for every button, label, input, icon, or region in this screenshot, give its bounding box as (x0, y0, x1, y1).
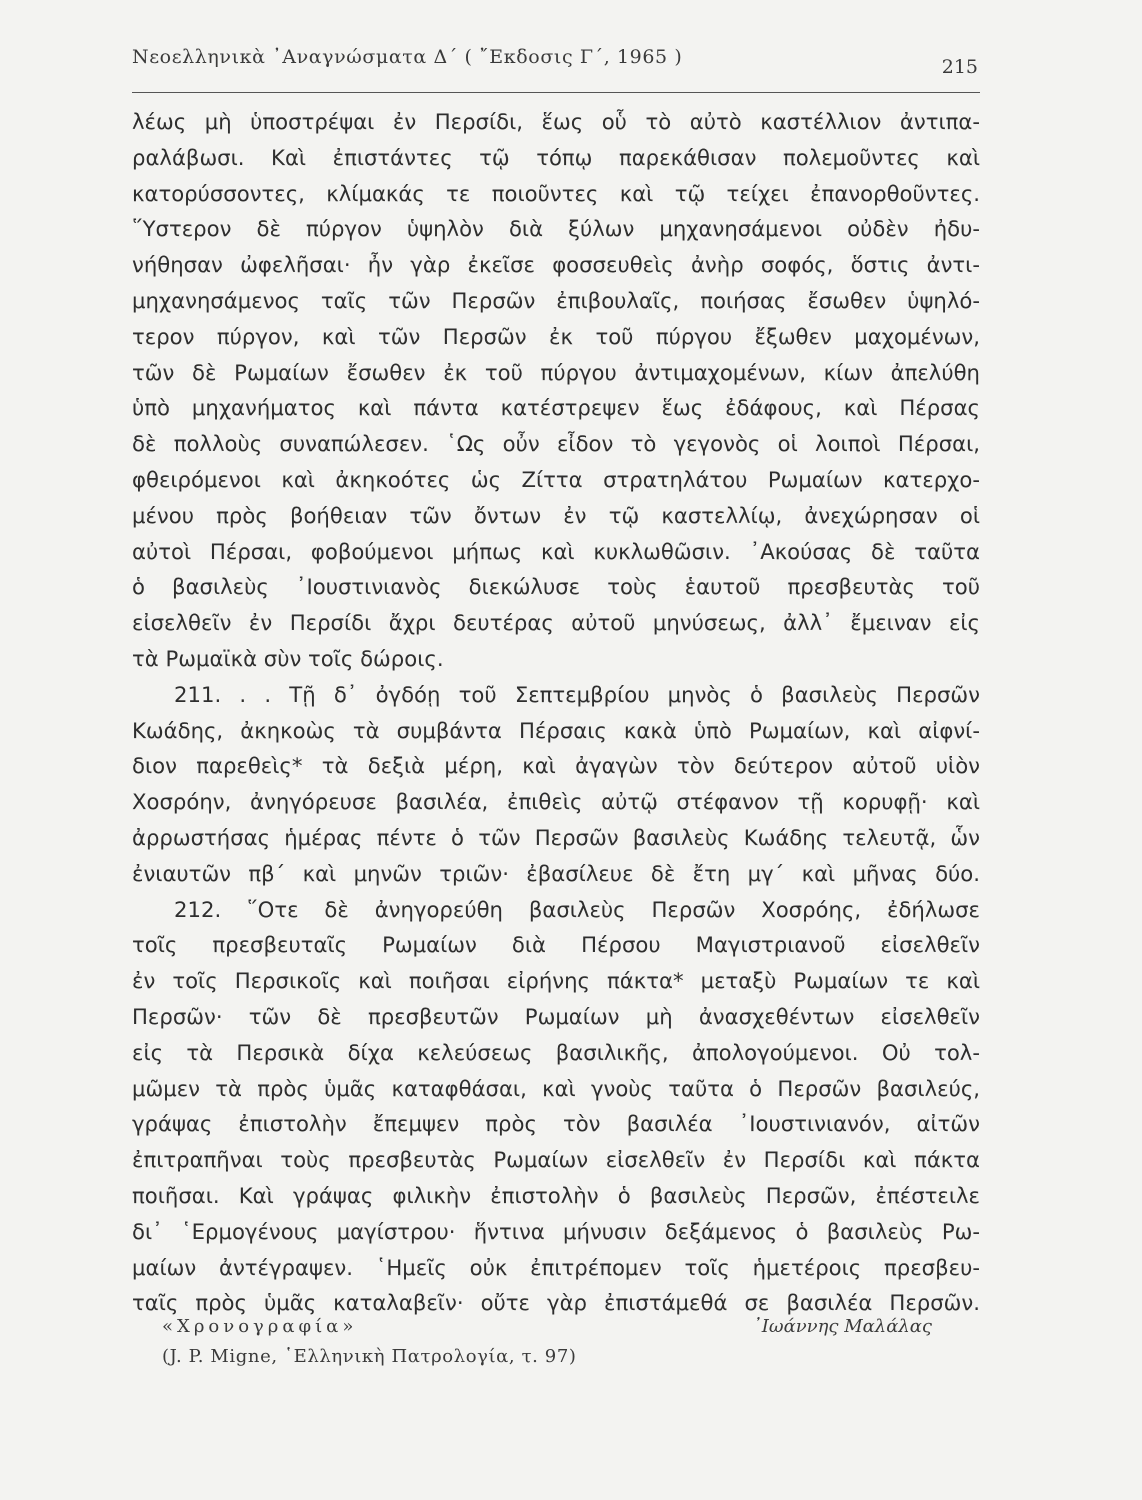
running-header (132, 42, 980, 93)
text-line: γράψας ἐπιστολὴν ἔπεμψεν πρὸς τὸν βασιλέα ᾽Ιουστινιανόν, αἰτῶν (132, 1111, 980, 1137)
text-line: ἐπιτραπῆναι τοὺς πρεσβευτὰς Ρωμαίων εἰσελθεῖν ἐν Περσίδι καὶ πάκτα (132, 1147, 980, 1173)
text-line: τῶν δὲ Ρωμαίων ἔσωθεν ἐκ τοῦ πύργου ἀντιμαχομένων, κίων ἀπελύθη (132, 359, 980, 385)
text-line: κατορύσσοντες, κλίμακάς τε ποιοῦντες καὶ τῷ τείχει ἐπανορθοῦντες. (132, 180, 980, 206)
text-line: ἐνιαυτῶν πβ΄ καὶ μηνῶν τριῶν· ἐβασίλευε δὲ ἔτη μγ΄ καὶ μῆνας δύο. (132, 860, 980, 886)
text-line: εἰσελθεῖν ἐν Περσίδι ἄχρι δευτέρας αὐτοῦ μηνύσεως, ἀλλ᾽ ἔμειναν εἰς (132, 610, 980, 636)
text-line: μαίων ἀντέγραψεν. ῾Ημεῖς οὐκ ἐπιτρέπομεν τοῖς ἡμετέροις πρεσβευ- (132, 1254, 980, 1280)
text-line: Χοσρόην, ἀνηγόρευσε βασιλέα, ἐπιθεὶς αὐτῷ στέφανον τῇ κορυφῇ· καὶ (132, 789, 980, 815)
source-attribution (132, 1316, 980, 1376)
text-line: ῞Υστερον δὲ πύργον ὑψηλὸν διὰ ξύλων μηχανησάμενοι οὐδὲν ἠδυ- (132, 216, 980, 242)
paragraph-212-start: 212. ῞Οτε δὲ ἀνηγορεύθη βασιλεὺς Περσῶν Χοσρόης, ἐδήλωσε (174, 896, 980, 922)
text-line: ὁ βασιλεὺς ᾽Ιουστινιανὸς διεκώλυσε τοὺς ἑαυτοῦ πρεσβευτὰς τοῦ (132, 574, 980, 600)
text-line: ραλάβωσι. Καὶ ἐπιστάντες τῷ τόπῳ παρεκάθισαν πολεμοῦντες καὶ (132, 144, 980, 170)
text-line: ποιῆσαι. Καὶ γράψας φιλικὴν ἐπιστολὴν ὁ βασιλεὺς Περσῶν, ἐπέστειλε (132, 1182, 980, 1208)
text-line: δὲ πολλοὺς συναπώλεσεν. ῾Ως οὖν εἶδον τὸ γεγονὸς οἱ λοιποὶ Πέρσαι, (132, 431, 980, 457)
paragraph-211-start: 211. . . Τῇ δ᾽ ὀγδόῃ τοῦ Σεπτεμβρίου μηνὸς ὁ βασιλεὺς Περσῶν (174, 681, 980, 707)
text-line: ἀρρωστήσας ἡμέρας πέντε ὁ τῶν Περσῶν βασιλεὺς Κωάδης τελευτᾷ, ὧν (132, 824, 980, 850)
text-line: ὑπὸ μηχανήματος καὶ πάντα κατέστρεψεν ἕως ἐδάφους, καὶ Πέρσας (132, 395, 980, 421)
text-line: τοῖς πρεσβευταῖς Ρωμαίων διὰ Πέρσου Μαγιστριανοῦ εἰσελθεῖν (132, 932, 980, 958)
text-line: δι᾽ ῾Ερμογένους μαγίστρου· ἥντινα μήνυσιν δεξάμενος ὁ βασιλεὺς Ρω- (132, 1218, 980, 1244)
text-line: μένου πρὸς βοήθειαν τῶν ὄντων ἐν τῷ καστελλίῳ, ἀνεχώρησαν οἱ (132, 502, 980, 528)
text-line: ταῖς πρὸς ὑμᾶς καταλαβεῖν· οὔτε γὰρ ἐπιστάμεθά σε βασιλέα Περσῶν. (132, 1290, 980, 1316)
source-title: «Χρονογραφία» (162, 1316, 358, 1337)
main-text (132, 104, 980, 1321)
text-line: λέως μὴ ὑποστρέψαι ἐν Περσίδι, ἕως οὗ τὸ αὐτὸ καστέλλιον ἀντιπα- (132, 109, 980, 134)
page-number: 215 (941, 56, 978, 78)
text-line: αὐτοὶ Πέρσαι, φοβούμενοι μήπως καὶ κυκλωθῶσιν. ᾽Ακούσας δὲ ταῦτα (132, 538, 980, 564)
text-line: διον παρεθεὶς* τὰ δεξιὰ μέρη, καὶ ἀγαγὼν τὸν δεύτερον αὐτοῦ υἱὸν (132, 753, 980, 779)
text-line: φθειρόμενοι καὶ ἀκηκοότες ὡς Ζίττα στρατηλάτου Ρωμαίων κατερχο- (132, 466, 980, 492)
text-line: ἐν τοῖς Περσικοῖς καὶ ποιῆσαι εἰρήνης πάκτα* μεταξὺ Ρωμαίων τε καὶ (132, 968, 980, 994)
text-line: νήθησαν ὠφελῆσαι· ἦν γὰρ ἐκεῖσε φοσσευθεὶς ἀνὴρ σοφός, ὅστις ἀντι- (132, 252, 980, 278)
text-line: εἰς τὰ Περσικὰ δίχα κελεύσεως βασιλικῆς, ἀπολογούμενοι. Οὐ τολ- (132, 1039, 980, 1065)
text-line: μῶμεν τὰ πρὸς ὑμᾶς καταφθάσαι, καὶ γνοὺς ταῦτα ὁ Περσῶν βασιλεύς, (132, 1075, 980, 1101)
text-line: τερον πύργον, καὶ τῶν Περσῶν ἐκ τοῦ πύργου ἔξωθεν μαχομένων, (132, 323, 980, 349)
text-line: μηχανησάμενος ταῖς τῶν Περσῶν ἐπιβουλαῖς, ποιήσας ἔσωθεν ὑψηλό- (132, 287, 980, 313)
header-title: Νεοελληνικὰ ᾽Αναγνώσματα Δ΄ ( ῎Εκδοσις Γ΄, 1965 ) (132, 46, 683, 68)
text-line: Κωάδης, ἀκηκοὼς τὰ συμβάντα Πέρσαις κακὰ ὑπὸ Ρωμαίων, καὶ αἰφνί- (132, 717, 980, 743)
citation-reference: (J. P. Migne, ῾Ελληνικὴ Πατρολογία, τ. 97) (162, 1346, 577, 1367)
author-name: ᾽Ιωάννης Μαλάλας (752, 1316, 932, 1337)
text-line: Περσῶν· τῶν δὲ πρεσβευτῶν Ρωμαίων μὴ ἀνασχεθέντων εἰσελθεῖν (132, 1003, 980, 1029)
text-line: τὰ Ρωμαϊκὰ σὺν τοῖς δώροις. (132, 645, 444, 671)
